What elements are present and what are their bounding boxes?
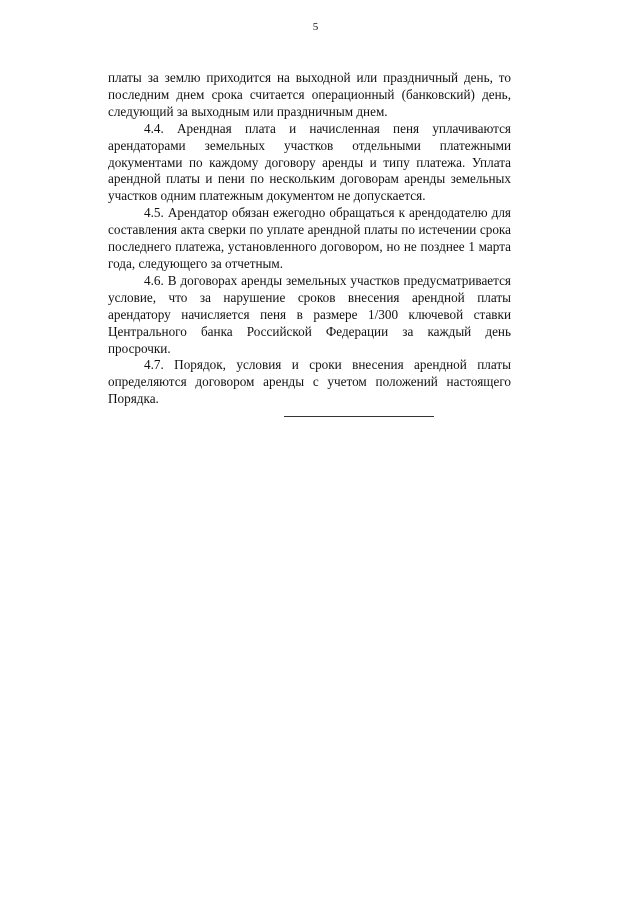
page-number: 5 <box>312 21 319 33</box>
end-separator-line <box>284 416 434 417</box>
paragraph-4-5: 4.5. Арендатор обязан ежегодно обращаться к арендодателю для составления акта сверки по уплате арендной платы по истечении срока последнего платежа, установленного договором, но не позднее 1 марта года, следующего за отчетным. <box>108 205 511 271</box>
paragraph-4-6: 4.6. В договорах аренды земельных участков предусматривается условие, что за нарушение сроков внесения арендной платы арендатору начисляется пеня в размере 1/300 ключевой ставки Центрального банка Российской Федерации за каждый день просрочки. <box>108 272 511 356</box>
document-body <box>108 70 511 408</box>
paragraph-continuation: платы за землю приходится на выходной или праздничный день, то последним днем срока считается операционный (банковский) день, следующий за выходным или праздничным днем. <box>108 70 511 119</box>
paragraph-4-7: 4.7. Порядок, условия и сроки внесения арендной платы определяются договором аренды с учетом положений настоящего Порядка. <box>108 357 511 407</box>
paragraph-4-4: 4.4. Арендная плата и начисленная пеня уплачиваются арендаторами земельных участков отдельными платежными документами по каждому договору аренды и типу платежа. Уплата арендной платы и пени по нескольким договорам аренды земельных участков одним платежным документом не допускается. <box>108 120 511 204</box>
